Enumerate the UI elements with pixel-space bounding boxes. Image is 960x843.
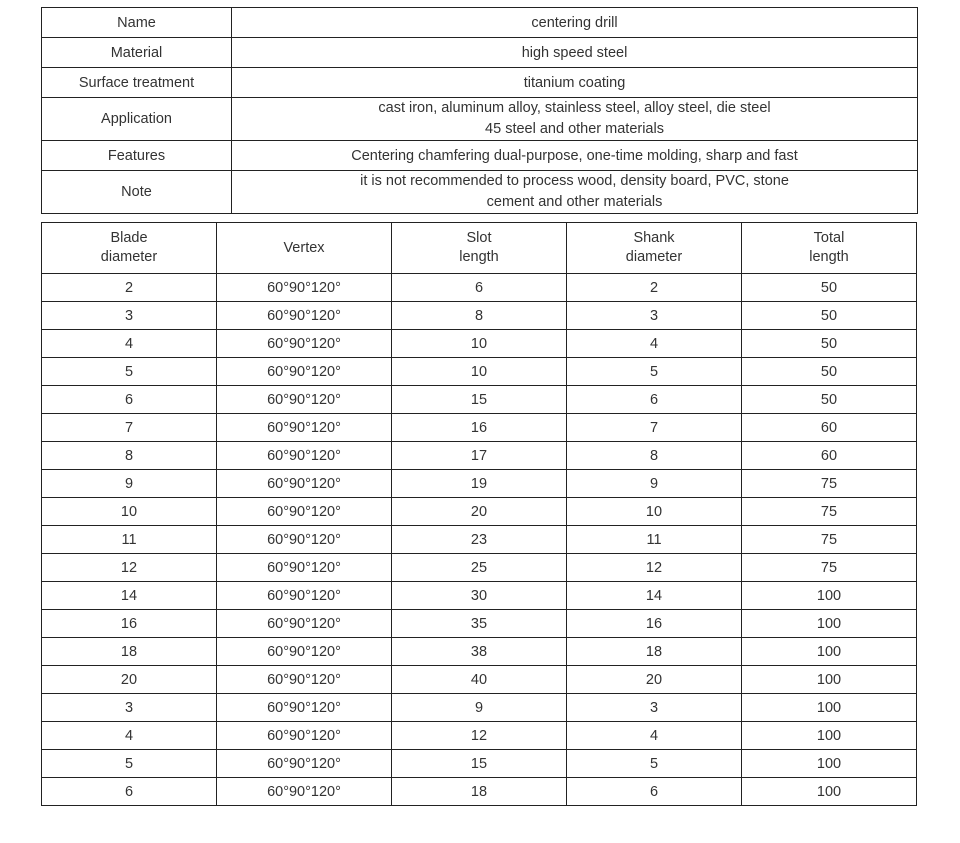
spec-header-row [42, 223, 917, 274]
total-length-cell: 60 [742, 442, 917, 470]
info-value-line: titanium coating [523, 74, 626, 91]
header-blade-diameter [42, 223, 217, 274]
info-value-line: cement and other materials [486, 194, 663, 210]
vertex-cell: 60°90°120° [217, 778, 392, 806]
vertex-cell: 60°90°120° [217, 274, 392, 302]
product-info-table [41, 7, 918, 214]
info-label: Surface treatment [42, 68, 232, 98]
table-row [42, 526, 917, 554]
info-value-line: centering drill [531, 14, 618, 31]
table-row [42, 750, 917, 778]
info-label: Note [42, 171, 232, 214]
table-row [42, 330, 917, 358]
shank-diameter-cell: 14 [567, 582, 742, 610]
blade-diameter-cell: 6 [42, 386, 217, 414]
info-value-line: 45 steel and other materials [485, 121, 664, 137]
total-length-cell: 50 [742, 386, 917, 414]
table-row [42, 582, 917, 610]
total-length-cell: 50 [742, 274, 917, 302]
vertex-cell: 60°90°120° [217, 610, 392, 638]
total-length-cell: 75 [742, 470, 917, 498]
header-slot-length [392, 223, 567, 274]
table-row [42, 610, 917, 638]
total-length-cell: 50 [742, 358, 917, 386]
total-length-cell: 75 [742, 498, 917, 526]
total-length-cell: 100 [742, 722, 917, 750]
slot-length-cell: 35 [392, 610, 567, 638]
header-line: diameter [100, 249, 158, 265]
vertex-cell: 60°90°120° [217, 330, 392, 358]
table-row [42, 302, 917, 330]
total-length-cell: 100 [742, 750, 917, 778]
total-length-cell: 75 [742, 554, 917, 582]
header-total-length [742, 223, 917, 274]
slot-length-cell: 18 [392, 778, 567, 806]
slot-length-cell: 8 [392, 302, 567, 330]
slot-length-cell: 40 [392, 666, 567, 694]
info-row-name [42, 8, 918, 38]
header-line: diameter [625, 249, 683, 265]
blade-diameter-cell: 9 [42, 470, 217, 498]
total-length-cell: 100 [742, 582, 917, 610]
blade-diameter-cell: 4 [42, 722, 217, 750]
total-length-cell: 75 [742, 526, 917, 554]
spec-table [41, 222, 917, 806]
table-row [42, 274, 917, 302]
info-label: Material [42, 38, 232, 68]
table-row [42, 638, 917, 666]
blade-diameter-cell: 6 [42, 778, 217, 806]
blade-diameter-cell: 7 [42, 414, 217, 442]
info-value-line: it is not recommended to process wood, density board, PVC, stone [360, 173, 789, 189]
shank-diameter-cell: 10 [567, 498, 742, 526]
table-row [42, 722, 917, 750]
total-length-cell: 100 [742, 666, 917, 694]
shank-diameter-cell: 11 [567, 526, 742, 554]
info-label: Name [42, 8, 232, 38]
vertex-cell: 60°90°120° [217, 750, 392, 778]
info-row-material [42, 38, 918, 68]
vertex-cell: 60°90°120° [217, 638, 392, 666]
slot-length-cell: 17 [392, 442, 567, 470]
shank-diameter-cell: 3 [567, 302, 742, 330]
info-row-surface-treatment [42, 68, 918, 98]
slot-length-cell: 19 [392, 470, 567, 498]
shank-diameter-cell: 3 [567, 694, 742, 722]
header-shank-diameter [567, 223, 742, 274]
slot-length-cell: 23 [392, 526, 567, 554]
shank-diameter-cell: 6 [567, 386, 742, 414]
table-row [42, 778, 917, 806]
vertex-cell: 60°90°120° [217, 358, 392, 386]
vertex-cell: 60°90°120° [217, 414, 392, 442]
info-value [232, 68, 918, 98]
blade-diameter-cell: 18 [42, 638, 217, 666]
table-row [42, 470, 917, 498]
blade-diameter-cell: 4 [42, 330, 217, 358]
blade-diameter-cell: 14 [42, 582, 217, 610]
total-length-cell: 100 [742, 638, 917, 666]
slot-length-cell: 38 [392, 638, 567, 666]
table-row [42, 554, 917, 582]
info-value [232, 141, 918, 171]
info-value-line: Centering chamfering dual-purpose, one-time molding, sharp and fast [351, 147, 798, 164]
slot-length-cell: 25 [392, 554, 567, 582]
slot-length-cell: 6 [392, 274, 567, 302]
header-vertex [217, 223, 392, 274]
vertex-cell: 60°90°120° [217, 666, 392, 694]
blade-diameter-cell: 20 [42, 666, 217, 694]
table-row [42, 442, 917, 470]
slot-length-cell: 9 [392, 694, 567, 722]
shank-diameter-cell: 12 [567, 554, 742, 582]
vertex-cell: 60°90°120° [217, 722, 392, 750]
header-line: Shank [633, 230, 675, 246]
shank-diameter-cell: 5 [567, 358, 742, 386]
shank-diameter-cell: 7 [567, 414, 742, 442]
total-length-cell: 60 [742, 414, 917, 442]
blade-diameter-cell: 11 [42, 526, 217, 554]
slot-length-cell: 15 [392, 386, 567, 414]
vertex-cell: 60°90°120° [217, 302, 392, 330]
slot-length-cell: 20 [392, 498, 567, 526]
blade-diameter-cell: 5 [42, 750, 217, 778]
shank-diameter-cell: 4 [567, 722, 742, 750]
info-row-note [42, 171, 918, 214]
header-line: Blade [110, 230, 148, 246]
slot-length-cell: 30 [392, 582, 567, 610]
shank-diameter-cell: 16 [567, 610, 742, 638]
blade-diameter-cell: 3 [42, 302, 217, 330]
info-label: Features [42, 141, 232, 171]
blade-diameter-cell: 8 [42, 442, 217, 470]
table-row [42, 498, 917, 526]
slot-length-cell: 16 [392, 414, 567, 442]
info-row-features [42, 141, 918, 171]
table-row [42, 694, 917, 722]
blade-diameter-cell: 16 [42, 610, 217, 638]
shank-diameter-cell: 4 [567, 330, 742, 358]
info-label: Application [42, 98, 232, 141]
vertex-cell: 60°90°120° [217, 470, 392, 498]
total-length-cell: 100 [742, 778, 917, 806]
table-row [42, 666, 917, 694]
blade-diameter-cell: 2 [42, 274, 217, 302]
header-line: Total [813, 230, 845, 246]
header-line: Slot [466, 230, 492, 246]
info-row-application [42, 98, 918, 141]
info-value-line: cast iron, aluminum alloy, stainless steel, alloy steel, die steel [378, 100, 771, 116]
shank-diameter-cell: 18 [567, 638, 742, 666]
info-value-line: high speed steel [521, 44, 628, 61]
vertex-cell: 60°90°120° [217, 582, 392, 610]
shank-diameter-cell: 20 [567, 666, 742, 694]
shank-diameter-cell: 5 [567, 750, 742, 778]
vertex-cell: 60°90°120° [217, 498, 392, 526]
vertex-cell: 60°90°120° [217, 386, 392, 414]
info-value [232, 38, 918, 68]
blade-diameter-cell: 5 [42, 358, 217, 386]
table-row [42, 386, 917, 414]
shank-diameter-cell: 9 [567, 470, 742, 498]
vertex-cell: 60°90°120° [217, 442, 392, 470]
slot-length-cell: 15 [392, 750, 567, 778]
vertex-cell: 60°90°120° [217, 554, 392, 582]
shank-diameter-cell: 8 [567, 442, 742, 470]
header-line: Vertex [283, 239, 325, 256]
vertex-cell: 60°90°120° [217, 694, 392, 722]
table-row [42, 414, 917, 442]
header-line: length [809, 249, 849, 265]
total-length-cell: 50 [742, 302, 917, 330]
blade-diameter-cell: 3 [42, 694, 217, 722]
slot-length-cell: 12 [392, 722, 567, 750]
header-line: length [459, 249, 499, 265]
total-length-cell: 50 [742, 330, 917, 358]
total-length-cell: 100 [742, 694, 917, 722]
total-length-cell: 100 [742, 610, 917, 638]
shank-diameter-cell: 2 [567, 274, 742, 302]
slot-length-cell: 10 [392, 358, 567, 386]
info-value [232, 8, 918, 38]
info-value [232, 171, 918, 214]
blade-diameter-cell: 12 [42, 554, 217, 582]
slot-length-cell: 10 [392, 330, 567, 358]
table-row [42, 358, 917, 386]
shank-diameter-cell: 6 [567, 778, 742, 806]
info-value [232, 98, 918, 141]
blade-diameter-cell: 10 [42, 498, 217, 526]
vertex-cell: 60°90°120° [217, 526, 392, 554]
spec-table-body [42, 274, 917, 806]
